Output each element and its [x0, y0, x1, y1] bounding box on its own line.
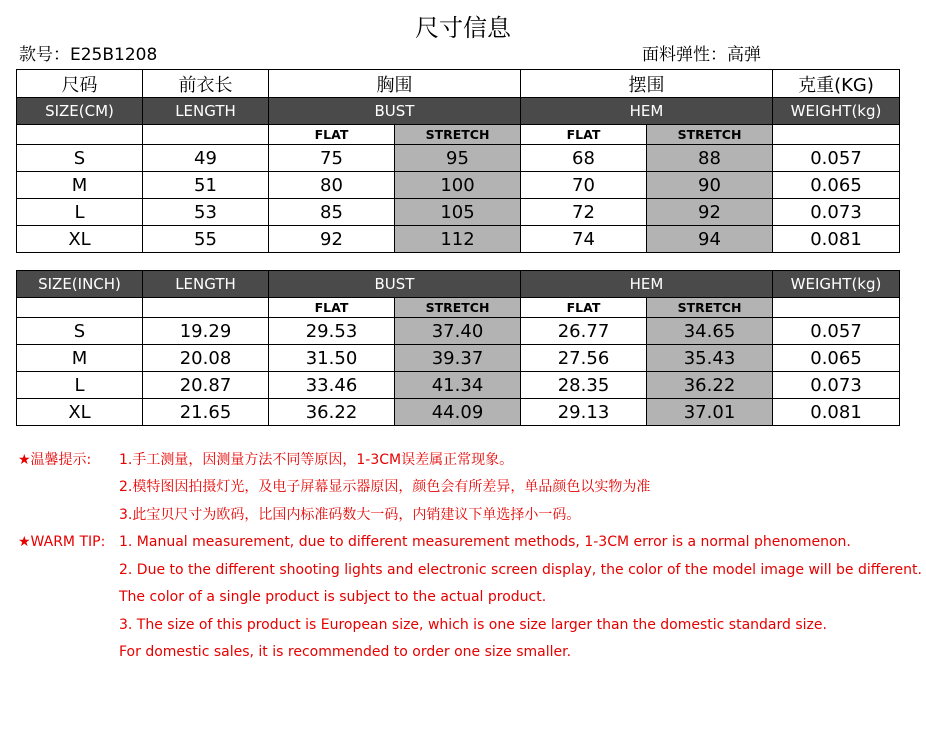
cell-size: S	[17, 145, 143, 172]
header-bust: BUST	[269, 271, 521, 298]
fabric-elasticity: 面料弹性：高弹	[642, 45, 761, 65]
cell-weight: 0.065	[773, 345, 900, 372]
subheader-empty	[143, 125, 269, 145]
cell-bust-stretch: 44.09	[395, 399, 521, 426]
subheader-row	[17, 125, 900, 145]
cell-size: L	[17, 199, 143, 226]
tip-cn-line: 1.手工测量，因测量方法不同等原因，1-3CM误差属正常现象。	[119, 452, 514, 468]
header-size: SIZE(INCH)	[17, 271, 143, 298]
cell-size: M	[17, 172, 143, 199]
header-row	[17, 271, 900, 298]
header-row	[17, 98, 900, 125]
cell-weight: 0.057	[773, 145, 900, 172]
cell-hem-stretch: 92	[647, 199, 773, 226]
header-length: LENGTH	[143, 271, 269, 298]
tip-en-line: 1. Manual measurement, due to different measurement methods, 1-3CM error is a normal phenomenon.	[119, 534, 851, 550]
subheader-bust-stretch: STRETCH	[395, 298, 521, 318]
cell-bust-flat: 85	[269, 199, 395, 226]
cell-hem-flat: 68	[521, 145, 647, 172]
cell-hem-stretch: 90	[647, 172, 773, 199]
header-cn-hem: 摆围	[521, 70, 773, 98]
tips-cn-label: ★温馨提示:	[18, 452, 92, 468]
cell-hem-flat: 72	[521, 199, 647, 226]
cell-size: XL	[17, 399, 143, 426]
header-length: LENGTH	[143, 98, 269, 125]
cell-hem-flat: 28.35	[521, 372, 647, 399]
cell-bust-flat: 36.22	[269, 399, 395, 426]
subheader-hem-flat: FLAT	[521, 298, 647, 318]
size-table-cm	[16, 69, 900, 253]
header-cn-size: 尺码	[17, 70, 143, 98]
cell-bust-flat: 29.53	[269, 318, 395, 345]
cell-hem-flat: 26.77	[521, 318, 647, 345]
tip-cn-line: 2.模特图因拍摄灯光，及电子屏幕显示器原因，颜色会有所差异，单品颜色以实物为准	[119, 479, 651, 495]
cell-weight: 0.073	[773, 199, 900, 226]
tips-en-label: ★WARM TIP:	[18, 534, 106, 550]
style-number: 款号：E25B1208	[19, 45, 158, 65]
cell-bust-stretch: 105	[395, 199, 521, 226]
cell-bust-flat: 80	[269, 172, 395, 199]
table-row	[17, 199, 900, 226]
cell-bust-stretch: 95	[395, 145, 521, 172]
tip-en-line: 2. Due to the different shooting lights and electronic screen display, the color of the model image will be different.	[119, 562, 922, 578]
table-row	[17, 172, 900, 199]
table-row	[17, 226, 900, 253]
cell-weight: 0.057	[773, 318, 900, 345]
cell-size: S	[17, 318, 143, 345]
cell-length: 55	[143, 226, 269, 253]
cell-hem-flat: 74	[521, 226, 647, 253]
subheader-hem-stretch: STRETCH	[647, 125, 773, 145]
cell-length: 21.65	[143, 399, 269, 426]
subheader-empty	[17, 298, 143, 318]
cell-size: L	[17, 372, 143, 399]
subheader-empty	[143, 298, 269, 318]
cell-hem-flat: 27.56	[521, 345, 647, 372]
subheader-empty	[773, 125, 900, 145]
cell-bust-flat: 92	[269, 226, 395, 253]
chinese-header-row	[17, 70, 900, 98]
cell-length: 51	[143, 172, 269, 199]
subheader-row	[17, 298, 900, 318]
cell-hem-stretch: 94	[647, 226, 773, 253]
cell-length: 49	[143, 145, 269, 172]
subheader-hem-stretch: STRETCH	[647, 298, 773, 318]
cell-bust-flat: 75	[269, 145, 395, 172]
cell-size: M	[17, 345, 143, 372]
cell-weight: 0.081	[773, 226, 900, 253]
cell-bust-stretch: 37.40	[395, 318, 521, 345]
subheader-bust-flat: FLAT	[269, 125, 395, 145]
tip-cn-line: 3.此宝贝尺寸为欧码，比国内标准码数大一码，内销建议下单选择小一码。	[119, 507, 581, 523]
cell-hem-stretch: 88	[647, 145, 773, 172]
cell-bust-stretch: 41.34	[395, 372, 521, 399]
table-row	[17, 399, 900, 426]
subheader-bust-stretch: STRETCH	[395, 125, 521, 145]
subheader-hem-flat: FLAT	[521, 125, 647, 145]
subheader-empty	[773, 298, 900, 318]
cell-hem-flat: 70	[521, 172, 647, 199]
header-size: SIZE(CM)	[17, 98, 143, 125]
cell-bust-stretch: 39.37	[395, 345, 521, 372]
header-hem: HEM	[521, 271, 773, 298]
cell-bust-flat: 33.46	[269, 372, 395, 399]
cell-bust-flat: 31.50	[269, 345, 395, 372]
header-bust: BUST	[269, 98, 521, 125]
table-row	[17, 372, 900, 399]
tip-en-line: For domestic sales, it is recommended to order one size smaller.	[119, 644, 572, 660]
table-row	[17, 318, 900, 345]
cell-length: 19.29	[143, 318, 269, 345]
cell-hem-stretch: 36.22	[647, 372, 773, 399]
header-weight: WEIGHT(kg)	[773, 98, 900, 125]
subheader-bust-flat: FLAT	[269, 298, 395, 318]
header-weight: WEIGHT(kg)	[773, 271, 900, 298]
header-cn-length: 前衣长	[143, 70, 269, 98]
header-hem: HEM	[521, 98, 773, 125]
cell-hem-stretch: 35.43	[647, 345, 773, 372]
page-title: 尺寸信息	[415, 14, 511, 42]
cell-hem-flat: 29.13	[521, 399, 647, 426]
subheader-empty	[17, 125, 143, 145]
tip-en-line: 3. The size of this product is European size, which is one size larger than the domestic standard size.	[119, 617, 827, 633]
cell-bust-stretch: 100	[395, 172, 521, 199]
cell-weight: 0.073	[773, 372, 900, 399]
cell-hem-stretch: 37.01	[647, 399, 773, 426]
tip-en-line: The color of a single product is subject to the actual product.	[119, 589, 547, 605]
cell-length: 20.08	[143, 345, 269, 372]
cell-bust-stretch: 112	[395, 226, 521, 253]
cell-length: 53	[143, 199, 269, 226]
cell-length: 20.87	[143, 372, 269, 399]
table-row	[17, 345, 900, 372]
header-cn-weight: 克重(KG)	[773, 70, 900, 98]
cell-weight: 0.065	[773, 172, 900, 199]
cell-weight: 0.081	[773, 399, 900, 426]
header-cn-bust: 胸围	[269, 70, 521, 98]
cell-size: XL	[17, 226, 143, 253]
cell-hem-stretch: 34.65	[647, 318, 773, 345]
table-row	[17, 145, 900, 172]
size-table-inch	[16, 270, 900, 426]
